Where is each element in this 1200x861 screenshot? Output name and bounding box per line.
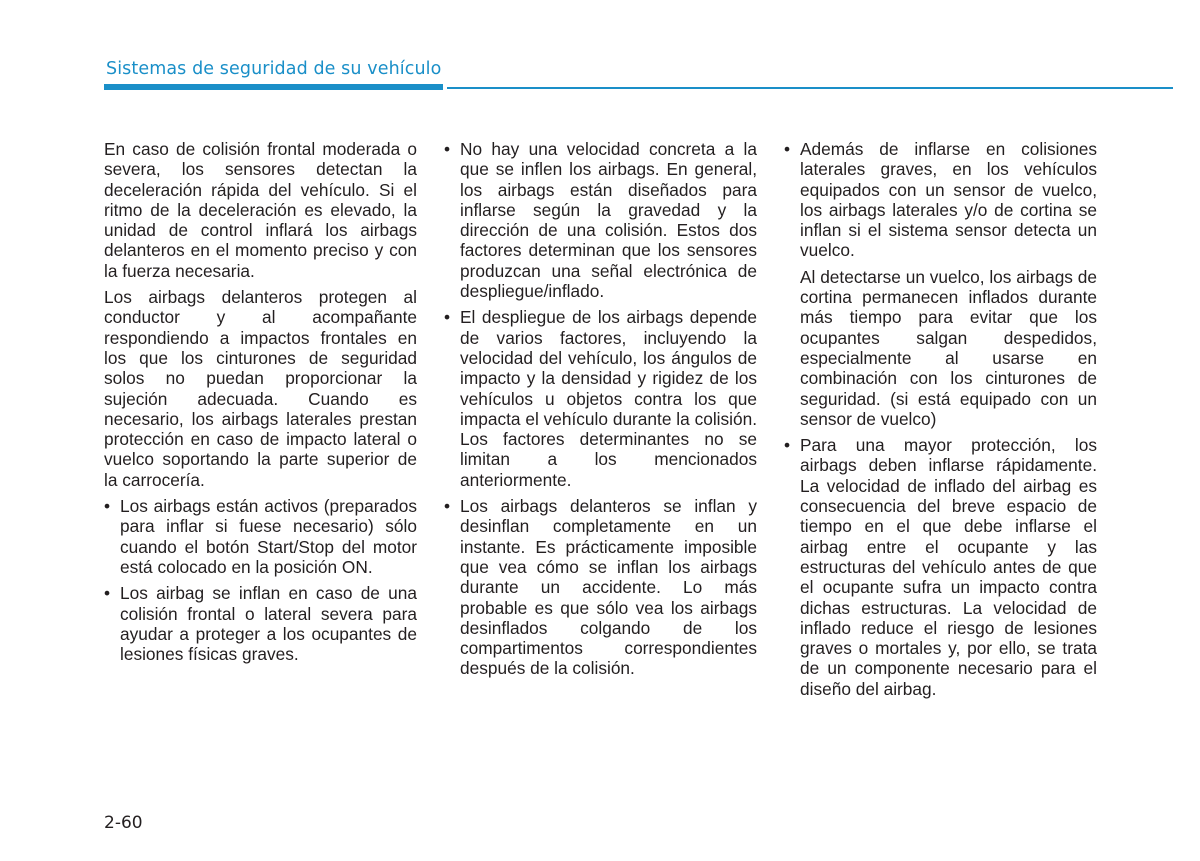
- bullet-icon: •: [444, 307, 451, 328]
- list-item-text: Los airbags delanteros se inflan y desinflan completamente en un instante. Es prácticamente imposible que vea cómo se inflan los airbags durante un accidente. Lo más probable es que sólo vea los airbags desinflados colgando de los compartimentos correspondientes después de la colisión.: [460, 496, 757, 679]
- text-column-2: [444, 139, 757, 685]
- list-item-text: Los airbags están activos (preparados para inflar si fuese necesario) sólo cuando el botón Start/Stop del motor está colocado en la posición ON.: [120, 496, 417, 577]
- list-item-text: No hay una velocidad concreta a la que se inflen los airbags. En general, los airbags están diseñados para inflarse según la gravedad y la dirección de una colisión. Estos dos factores determinan que los sensores produzcan una señal electrónica de despliegue/inflado.: [460, 139, 757, 302]
- paragraph: En caso de colisión frontal moderada o severa, los sensores detectan la deceleración rápida del vehículo. Si el ritmo de la deceleración es elevado, la unidad de control inflará los airbags delanteros en el momento preciso y con la fuerza necesaria.: [104, 139, 417, 281]
- list-item: [784, 139, 1097, 261]
- bullet-list: [444, 139, 757, 679]
- bullet-icon: •: [104, 496, 111, 517]
- list-item: [104, 583, 417, 664]
- bullet-list: [784, 139, 1097, 261]
- section-title: Sistemas de seguridad de su vehículo: [106, 59, 442, 79]
- list-item-text: El despliegue de los airbags depende de varios factores, incluyendo la velocidad del vehículo, los ángulos de impacto y la densidad y rigidez de los vehículos u objetos contra los que impacta el vehículo durante la colisión. Los factores determinantes no se limitan a los mencionados anteriormente.: [460, 307, 757, 490]
- bullet-icon: •: [444, 496, 451, 517]
- header-rule-thick: [104, 84, 443, 90]
- bullet-icon: •: [444, 139, 451, 159]
- bullet-icon: •: [104, 583, 111, 604]
- text-column-3: [784, 139, 1097, 705]
- list-item: [784, 435, 1097, 699]
- bullet-icon: •: [784, 139, 791, 159]
- list-item: [104, 496, 417, 577]
- text-column-1: [104, 139, 417, 670]
- header-rule-thin: [447, 87, 1173, 89]
- list-item-text: Los airbag se inflan en caso de una colisión frontal o lateral severa para ayudar a proteger a los ocupantes de lesiones físicas graves.: [120, 583, 417, 665]
- list-item: [444, 496, 757, 679]
- page-number: 2-60: [104, 813, 143, 833]
- paragraph: Los airbags delanteros protegen al conductor y al acompañante respondiendo a impactos frontales en los que los cinturones de seguridad solos no puedan proporcionar la sujeción adecuada. Cuando es necesario, los airbags laterales prestan protección en caso de impacto lateral o vuelco soportando la parte superior de la carrocería.: [104, 287, 417, 490]
- bullet-icon: •: [784, 435, 791, 456]
- list-item-text: Además de inflarse en colisiones laterales graves, en los vehículos equipados con un sensor de vuelco, los airbags laterales y/o de cortina se inflan si el sistema sensor detecta un vuelco.: [800, 139, 1097, 261]
- bullet-list: [104, 496, 417, 664]
- list-item: [444, 139, 757, 301]
- list-item-continuation: Al detectarse un vuelco, los airbags de cortina permanecen inflados durante más tiempo para evitar que los ocupantes salgan despedidos, especialmente al usarse en combinación con los cinturones de seguridad. (si está equipado con un sensor de vuelco): [800, 266, 1097, 429]
- list-item-text: Para una mayor protección, los airbags deben inflarse rápidamente. La velocidad de inflado del airbag es consecuencia del breve espacio de tiempo en el que debe inflarse el airbag entre el ocupante y las estructuras del vehículo antes de que el ocupante sufra un impacto contra dichas estructuras. La velocidad de inflado reduce el riesgo de lesiones graves o mortales y, por ello, se trata de un componente necesario para el diseño del airbag.: [800, 435, 1097, 699]
- bullet-list: [784, 435, 1097, 699]
- list-item: [444, 307, 757, 490]
